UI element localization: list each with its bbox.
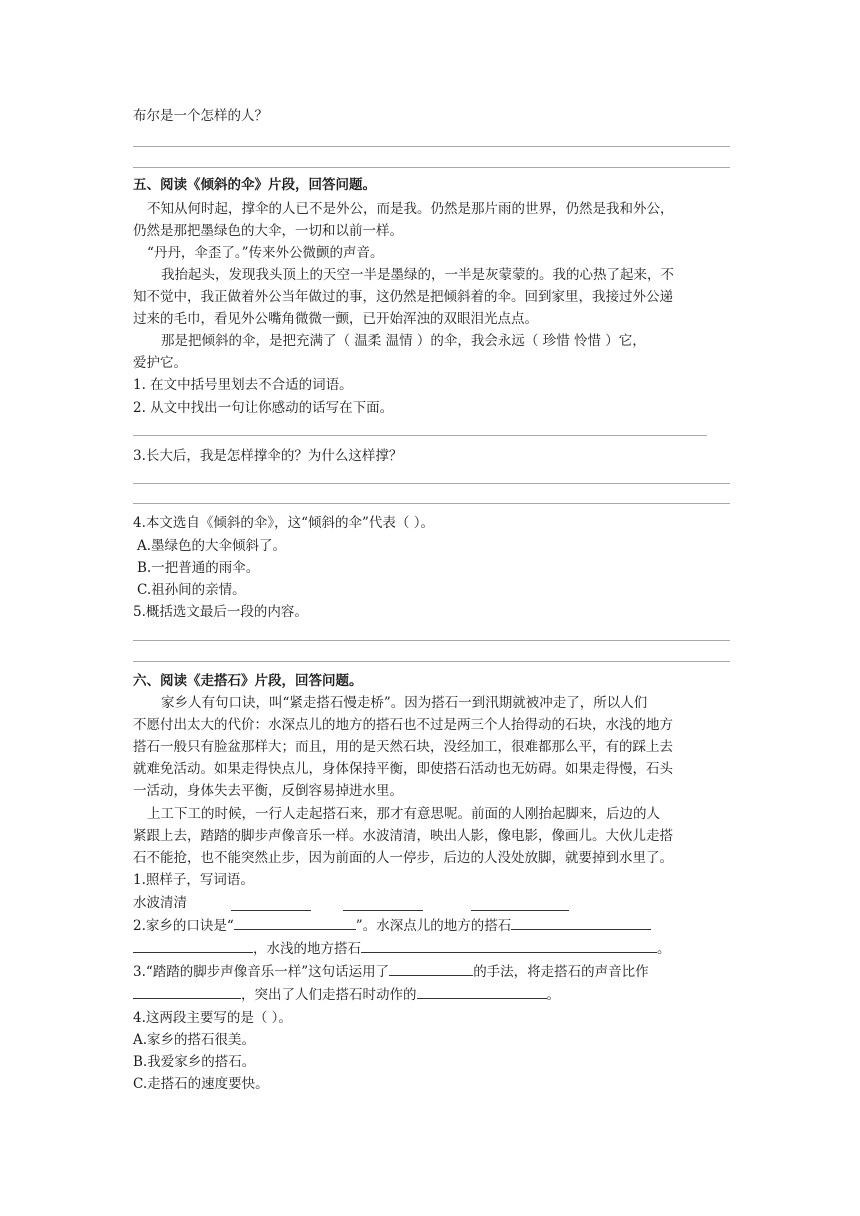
section6-option-a: A.家乡的搭石很美。 (133, 1032, 256, 1048)
section5-option-a: A.墨绿色的大伞倾斜了。 (137, 538, 287, 554)
section5-paragraph-line: 仍然是那把墨绿色的大伞，一切和以前一样。 (133, 223, 403, 239)
prev-question: 布尔是一个怎样的人？ (133, 108, 268, 124)
section6-paragraph-line: 家乡人有句口诀，叫“紧走搭石慢走桥”。因为搭石一到汛期就被冲走了，所以人们 (161, 695, 648, 711)
section5-heading: 五、阅读《倾斜的伞》片段，回答问题。 (133, 177, 376, 193)
answer-line (133, 146, 730, 147)
section6-paragraph-line: 就难免活动。如果走得快点儿，身体保持平衡，即使搭石活动也无妨碍。如果走得慢，石头 (133, 761, 673, 777)
fill-blank[interactable] (471, 910, 569, 911)
section5-question-3: 3.长大后，我是怎样撑伞的？为什么这样撑？ (133, 448, 403, 464)
answer-line (133, 167, 730, 168)
section5-paragraph-line: 不知从何时起，撑伞的人已不是外公，而是我。仍然是那片雨的世界，仍然是我和外公， (147, 201, 674, 217)
fill-blank[interactable] (234, 915, 356, 930)
fill-blank[interactable] (361, 938, 657, 953)
section5-question-1: 1. 在文中括号里划去不合适的词语。 (133, 377, 353, 393)
section5-question-2: 2. 从文中找出一句让你感动的话写在下面。 (133, 400, 394, 416)
section6-question-2-cont (133, 938, 671, 959)
section6-question-4: 4.这两段主要写的是（ ）。 (133, 1010, 292, 1026)
section6-option-b: B.我爱家乡的搭石。 (133, 1054, 256, 1070)
section6-paragraph-line: 紧跟上去，踏踏的脚步声像音乐一样。水波清清，映出人影，像电影，像画儿。大伙儿走搭 (133, 828, 673, 844)
q2-text-b: ”。水深点儿的地方的搭石 (355, 918, 512, 934)
section6-paragraph-line: 不愿付出太大的代价：水深点儿的地方的搭石也不过是两三个人抬得动的石块，水浅的地方 (133, 717, 673, 733)
q2-text-c: ，水浅的地方搭石 (253, 941, 361, 957)
section5-paragraph-line: 知不觉中，我正做着外公当年做过的事，这仍然是把倾斜着的伞。回到家里，我接过外公递 (133, 289, 673, 305)
section6-question-1: 1.照样子，写词语。 (133, 872, 254, 888)
q2-end: 。 (657, 941, 671, 957)
q3-end: 。 (546, 987, 560, 1003)
q2-text-a: 2.家乡的口诀是“ (133, 918, 234, 934)
section6-q1-example: 水波清清 (133, 895, 187, 911)
section5-paragraph-line: 过来的毛巾，看见外公嘴角微微一颤，已开始浑浊的双眼泪光点点。 (133, 311, 538, 327)
answer-line (133, 661, 730, 662)
fill-blank[interactable] (417, 984, 547, 999)
answer-line (133, 640, 730, 641)
section6-paragraph-line: 上工下工的时候，一行人走起搭石来，那才有意思呢。前面的人刚抬起脚来，后边的人 (147, 806, 660, 822)
fill-blank[interactable] (389, 961, 473, 976)
fill-blank[interactable] (343, 910, 423, 911)
section6-question-3 (133, 961, 649, 982)
answer-line (133, 503, 730, 504)
fill-blank[interactable] (133, 938, 253, 953)
section5-paragraph-line: 那是把倾斜的伞，是把充满了（ 温柔 温情 ）的伞，我会永远（ 珍惜 怜惜 ）它， (161, 333, 646, 349)
section6-paragraph-line: 一活动，身体失去平衡，反倒容易掉进水里。 (133, 783, 403, 799)
q3-text-b: 的手法，将走搭石的声音比作 (473, 964, 649, 980)
fill-blank[interactable] (133, 984, 241, 999)
section5-paragraph-line: 我抬起头，发现我头顶上的天空一半是墨绿的，一半是灰蒙蒙的。我的心热了起来，不 (161, 267, 674, 283)
section6-paragraph-line: 搭石一般只有脸盆那样大；而且，用的是天然石块，没经加工，很难都那么平，有的踩上去 (133, 739, 673, 755)
section5-question-4: 4.本文选自《倾斜的伞》，这“倾斜的伞”代表（ ）。 (133, 515, 434, 531)
section6-option-c: C.走搭石的速度要快。 (133, 1076, 269, 1092)
fill-blank[interactable] (231, 910, 311, 911)
section6-paragraph-line: 石不能抢，也不能突然止步，因为前面的人一停步，后边的人没处放脚，就要掉到水里了。 (133, 850, 673, 866)
q3-text-c: ，突出了人们走搭石时动作的 (241, 987, 417, 1003)
section6-question-2 (133, 915, 651, 936)
section6-question-3-cont (133, 984, 560, 1005)
section5-paragraph-line: 爱护它。 (133, 355, 187, 371)
section5-option-c: C.祖孙间的亲情。 (137, 582, 246, 598)
section5-option-b: B.一把普通的雨伞。 (137, 560, 260, 576)
section5-question-5: 5.概括选文最后一段的内容。 (133, 604, 308, 620)
fill-blank[interactable] (511, 915, 651, 930)
section6-heading: 六、阅读《走搭石》片段，回答问题。 (133, 673, 363, 689)
answer-line (133, 483, 730, 484)
answer-line (133, 435, 707, 436)
section5-paragraph-line: “丹丹，伞歪了。”传来外公微颤的声音。 (147, 245, 384, 261)
q3-text-a: 3.“踏踏的脚步声像音乐一样”这句话运用了 (133, 964, 390, 980)
